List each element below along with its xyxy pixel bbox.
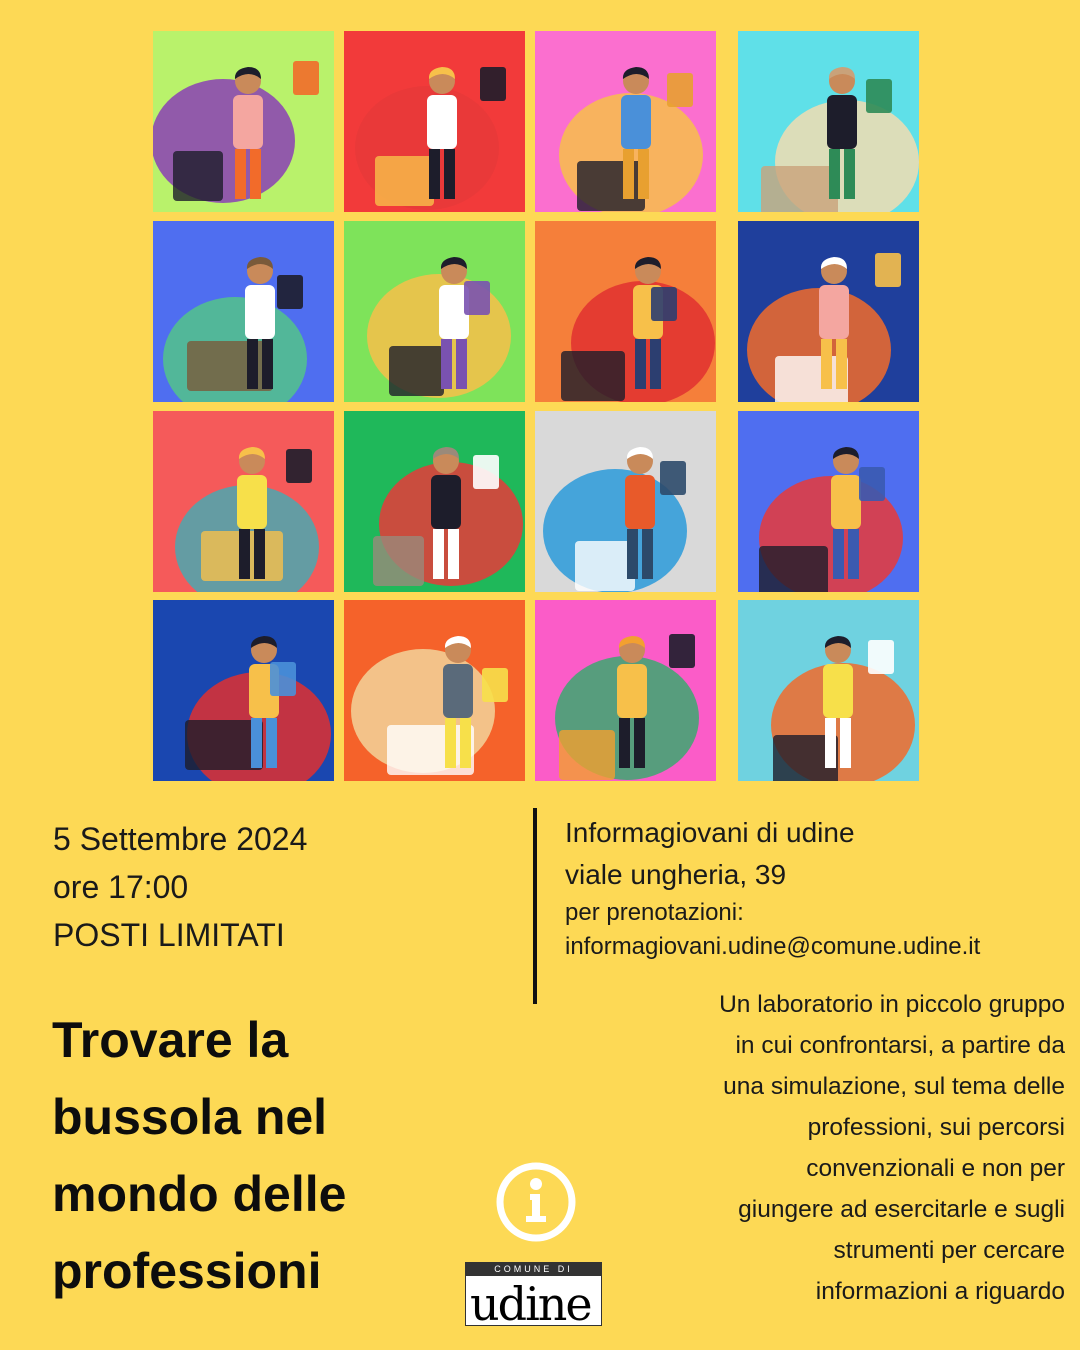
traffic-worker-icon	[344, 600, 525, 781]
description-line: strumenti per cercare	[833, 1237, 1065, 1264]
comune-logo-top: COMUNE DI	[466, 1263, 601, 1276]
event-seats: POSTI LIMITATI	[53, 917, 285, 953]
profession-tile	[344, 600, 525, 781]
profession-tile	[153, 221, 334, 402]
informagiovani-info-icon	[494, 1160, 578, 1244]
presenter-icon	[344, 221, 525, 402]
profession-tile	[535, 411, 716, 592]
description-line: Un laboratorio in piccolo gruppo	[719, 991, 1065, 1018]
title-line: Trovare la	[52, 1012, 289, 1068]
booking-email[interactable]: informagiovani.udine@comune.udine.it	[565, 933, 981, 960]
event-date: 5 Settembre 2024	[53, 821, 308, 857]
profession-tile	[738, 221, 919, 402]
description-line: convenzionali e non per	[806, 1155, 1065, 1182]
businesswoman-icon	[738, 31, 919, 212]
astronaut-icon	[738, 221, 919, 402]
profession-tile	[535, 600, 716, 781]
description-line: professioni, sui percorsi	[807, 1114, 1065, 1141]
description-line: in cui confrontarsi, a partire da	[735, 1032, 1065, 1059]
title-line: mondo delle	[52, 1166, 347, 1222]
profession-tile	[344, 221, 525, 402]
venue-address: viale ungheria, 39	[565, 859, 787, 890]
waitress-icon	[344, 31, 525, 212]
office-worker-icon	[535, 411, 716, 592]
profession-tile	[344, 411, 525, 592]
comune-udine-logo	[465, 1262, 602, 1331]
description-line: informazioni a riguardo	[815, 1278, 1065, 1305]
profession-tile	[738, 411, 919, 592]
lawyer-icon	[344, 411, 525, 592]
teacher-icon	[153, 411, 334, 592]
venue-name: Informagiovani di udine	[565, 817, 855, 848]
profession-tile	[738, 31, 919, 212]
police-officer-icon	[738, 411, 919, 592]
profession-tile	[153, 411, 334, 592]
description-line: una simulazione, sul tema delle	[723, 1073, 1065, 1100]
profession-tile	[535, 31, 716, 212]
profession-tile	[344, 31, 525, 212]
firefighter-icon	[535, 221, 716, 402]
profession-tile	[738, 600, 919, 781]
title-line: bussola nel	[52, 1089, 328, 1145]
doctor-icon	[153, 221, 334, 402]
profession-tile	[153, 31, 334, 212]
architect-icon	[738, 600, 919, 781]
profession-tile	[153, 600, 334, 781]
camera-operator-icon	[153, 31, 334, 212]
title-line: professioni	[52, 1243, 322, 1299]
venue-details	[565, 812, 980, 964]
vertical-divider	[533, 808, 537, 1004]
comune-logo-word: udine	[470, 1277, 591, 1331]
musician-icon	[153, 600, 334, 781]
gardener-icon	[535, 600, 716, 781]
event-details	[53, 815, 307, 959]
booking-label: per prenotazioni:	[565, 899, 744, 926]
profession-tile	[535, 221, 716, 402]
professions-illustration-grid	[153, 31, 918, 781]
event-description	[719, 984, 1065, 1312]
event-time: ore 17:00	[53, 869, 189, 905]
description-line: giungere ad esercitarle e sugli	[738, 1196, 1065, 1223]
event-title	[52, 1002, 346, 1310]
cleaner-icon	[535, 31, 716, 212]
